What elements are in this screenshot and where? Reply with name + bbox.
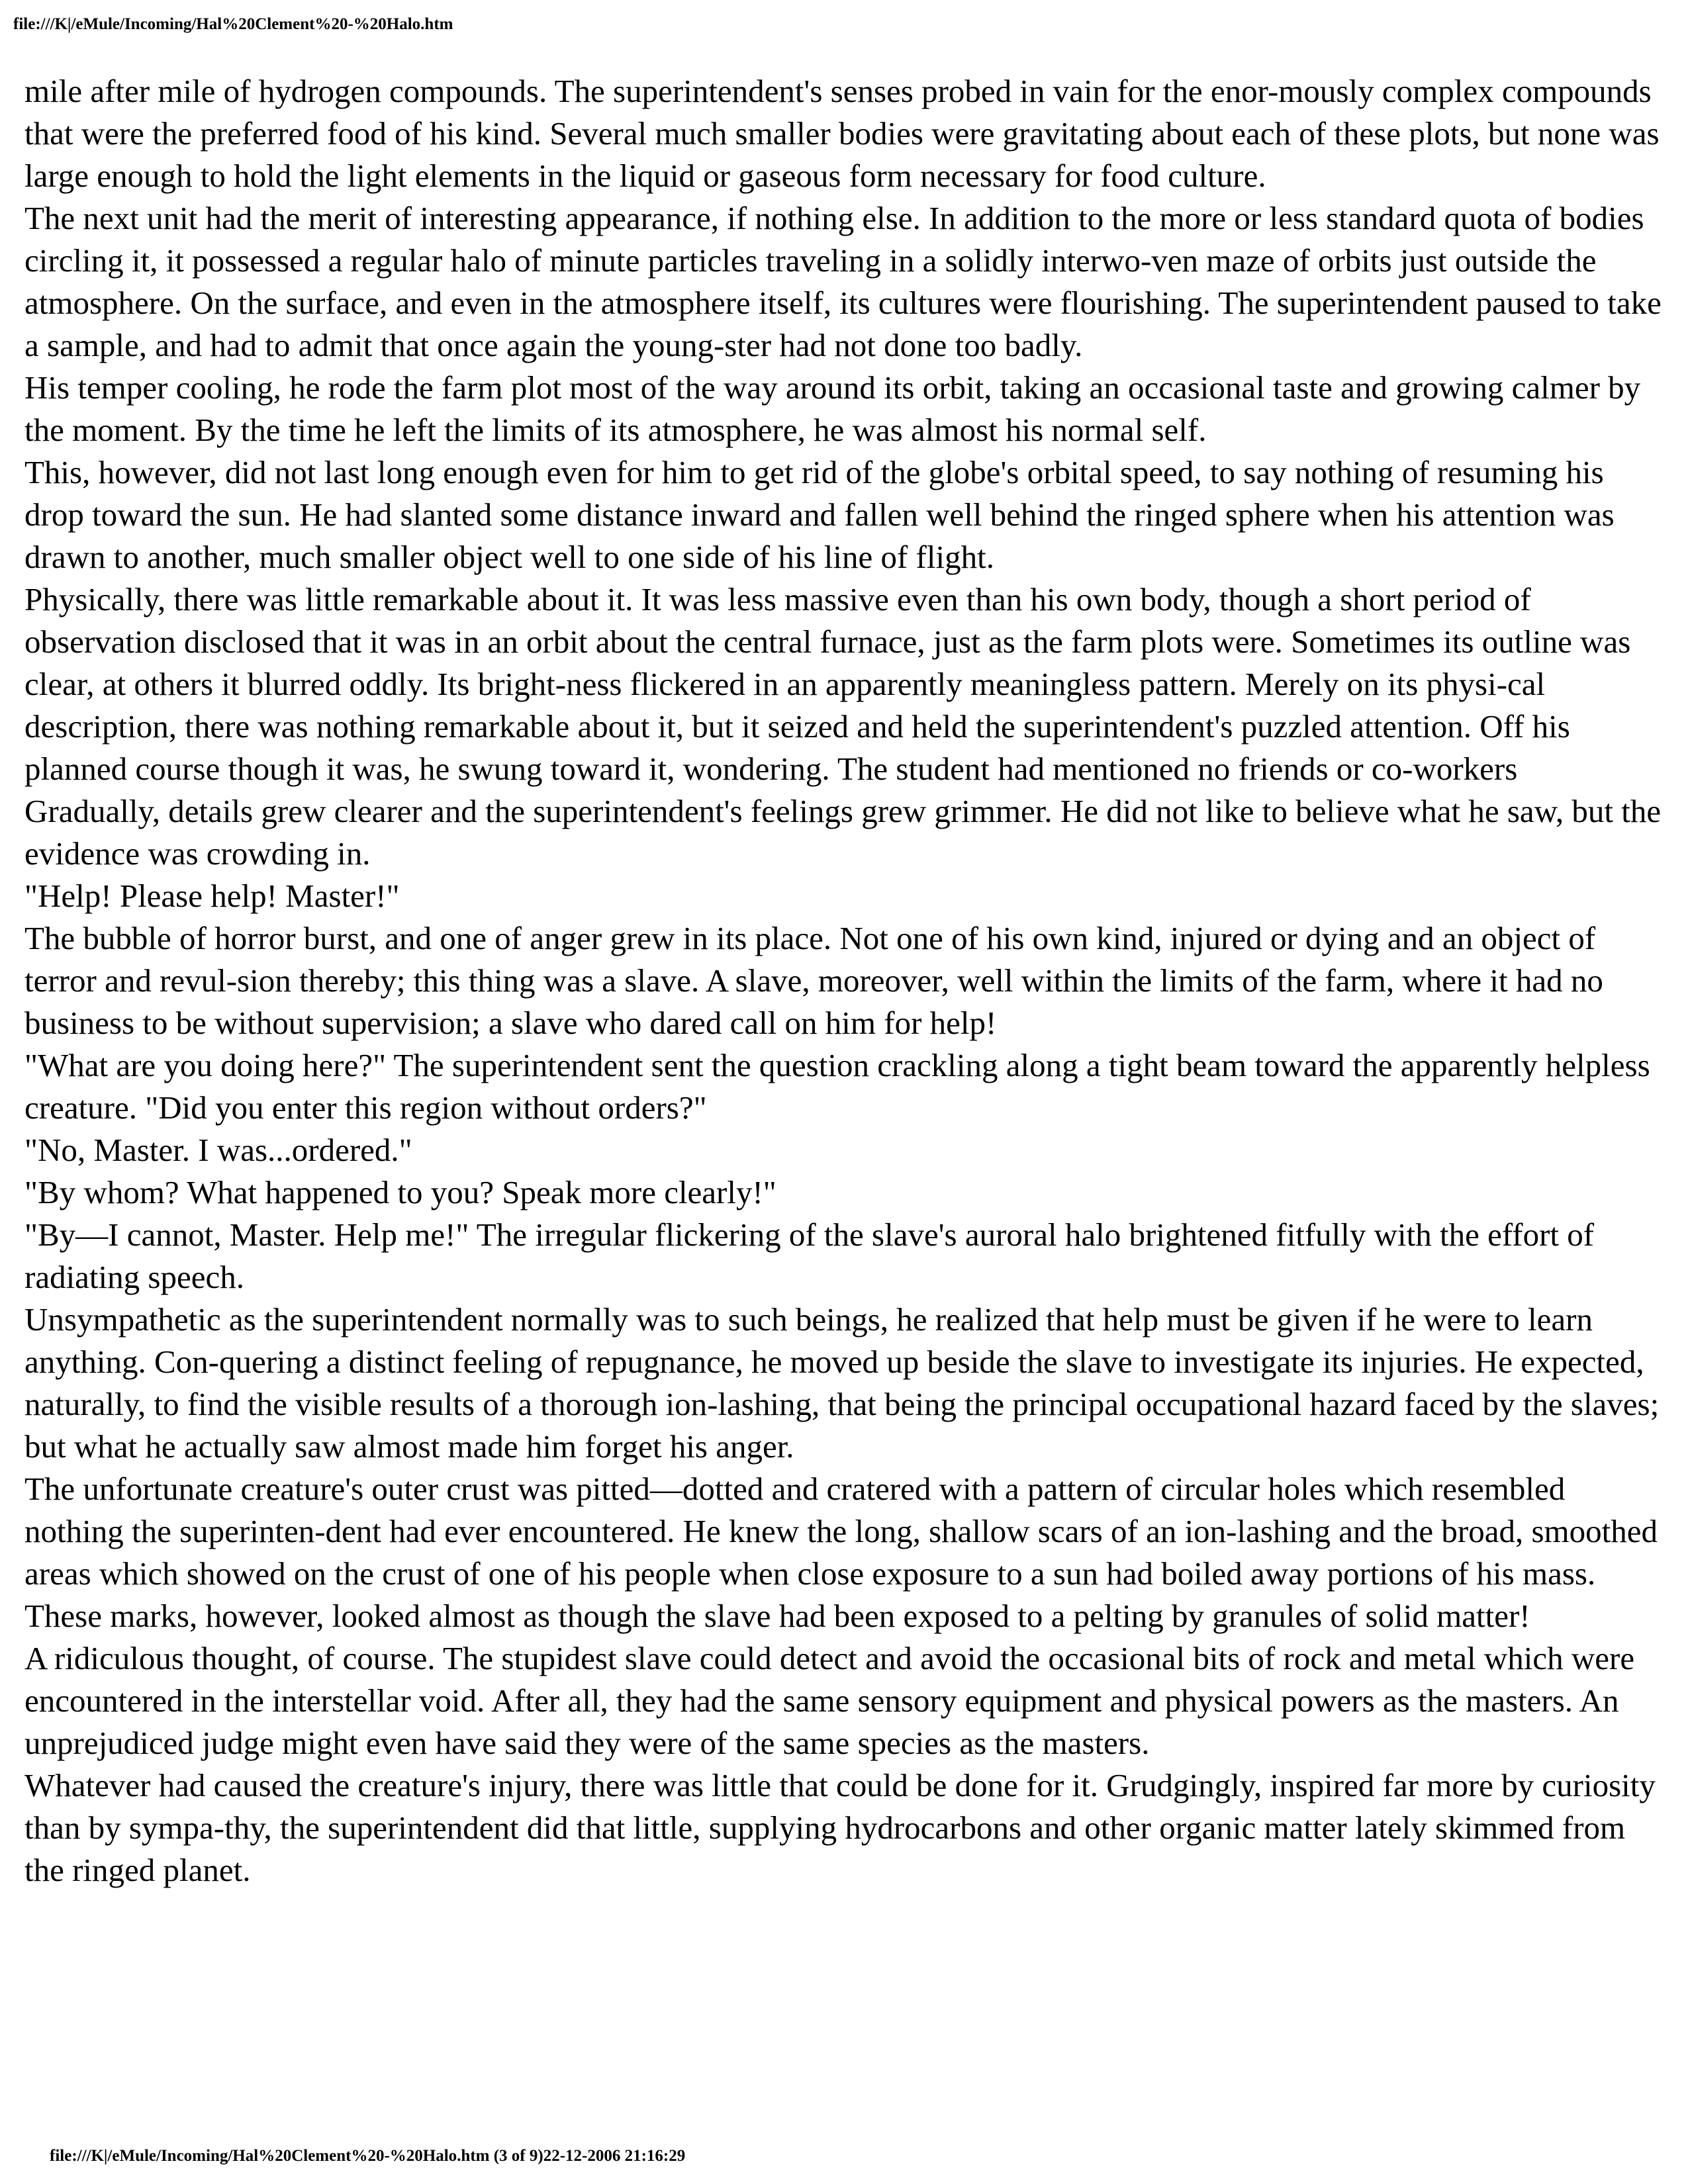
- page-url-footer: file:///K|/eMule/Incoming/Hal%20Clement%20-%20Halo.htm (3 of 9)22-12-2006 21:16:29: [50, 2147, 686, 2165]
- story-text: [24, 70, 1669, 1891]
- paragraph: "What are you doing here?" The superintendent sent the question crackling along a tight beam toward the apparently helpless creature. "Did you enter this region without orders?": [24, 1047, 1650, 1126]
- paragraph: mile after mile of hydrogen compounds. The superintendent's senses probed in vain for the enor-mously complex compounds that were the preferred food of his kind. Several much smaller bodies were gravitating about each of these plots, but none was large enough to hold the light elements in the liquid or gaseous form necessary for food culture.: [24, 73, 1660, 194]
- paragraph: The unfortunate creature's outer crust was pitted—dotted and cratered with a pattern of circular holes which resembled nothing the superinten-dent had ever encountered. He knew the long, shallow scars of an ion-lashing and the broad, smoothed areas which showed on the crust of one of his people when close exposure to a sun had boiled away portions of his mass. These marks, however, looked almost as though the slave had been exposed to a pelting by granules of solid matter!: [24, 1471, 1658, 1634]
- paragraph: Gradually, details grew clearer and the superintendent's feelings grew grimmer. He did not like to believe what he saw, but the evidence was crowding in.: [24, 793, 1662, 872]
- paragraph: Physically, there was little remarkable about it. It was less massive even than his own body, though a short period of observation disclosed that it was in an orbit about the central furnace, just as the farm plots were. Sometimes its outline was clear, at others it blurred oddly. Its bright-ness flickered in an apparently meaningless pattern. Merely on its physi-cal description, there was nothing remarkable about it, but it seized and held the superintendent's puzzled attention. Off his planned course though it was, he swung toward it, wondering. The student had mentioned no friends or co-workers: [24, 581, 1631, 787]
- page-url-header: file:///K|/eMule/Incoming/Hal%20Clement%20-%20Halo.htm: [13, 15, 453, 33]
- paragraph: "Help! Please help! Master!": [24, 878, 400, 914]
- paragraph: Whatever had caused the creature's injury, there was little that could be done for it. Grudgingly, inspired far more by curiosity than by sympa-thy, the superintendent did that little, supplying hydrocarbons and other organic matter lately skimmed from the ringed planet.: [24, 1767, 1656, 1888]
- paragraph: "By—I cannot, Master. Help me!" The irregular flickering of the slave's auroral halo brightened fitfully with the effort of radiating speech.: [24, 1216, 1595, 1295]
- paragraph: "By whom? What happened to you? Speak more clearly!": [24, 1174, 776, 1210]
- paragraph: The bubble of horror burst, and one of anger grew in its place. Not one of his own kind, injured or dying and an object of terror and revul-sion thereby; this thing was a slave. A slave, moreover, well within the limits of the farm, where it had no business to be without supervision; a slave who dared call on him for help!: [24, 920, 1603, 1041]
- paragraph: Unsympathetic as the superintendent normally was to such beings, he realized that help must be given if he were to learn anything. Con-quering a distinct feeling of repugnance, he moved up beside the slave to investigate its injuries. He expected, naturally, to find the visible results of a thorough ion-lashing, that being the principal occupational hazard faced by the slaves; but what he actually saw almost made him forget his anger.: [24, 1301, 1660, 1465]
- paragraph: "No, Master. I was...ordered.": [24, 1132, 412, 1168]
- paragraph: This, however, did not last long enough even for him to get rid of the globe's orbital speed, to say nothing of resuming his drop toward the sun. He had slanted some distance inward and fallen well behind the ringed sphere when his attention was drawn to another, much smaller object well to one side of his line of flight.: [24, 454, 1615, 575]
- paragraph: A ridiculous thought, of course. The stupidest slave could detect and avoid the occasional bits of rock and metal which were encountered in the interstellar void. After all, they had the same sensory equipment and physical powers as the masters. An unprejudiced judge might even have said they were of the same species as the masters.: [24, 1640, 1635, 1761]
- paragraph: The next unit had the merit of interesting appearance, if nothing else. In addition to the more or less standard quota of bodies circling it, it possessed a regular halo of minute particles traveling in a solidly interwo-ven maze of orbits just outside the atmosphere. On the surface, and even in the atmosphere itself, its cultures were flourishing. The superintendent paused to take a sample, and had to admit that once again the young-ster had not done too badly.: [24, 200, 1662, 363]
- paragraph: His temper cooling, he rode the farm plot most of the way around its orbit, taking an occasional taste and growing calmer by the moment. By the time he left the limits of its atmosphere, he was almost his normal self.: [24, 369, 1641, 448]
